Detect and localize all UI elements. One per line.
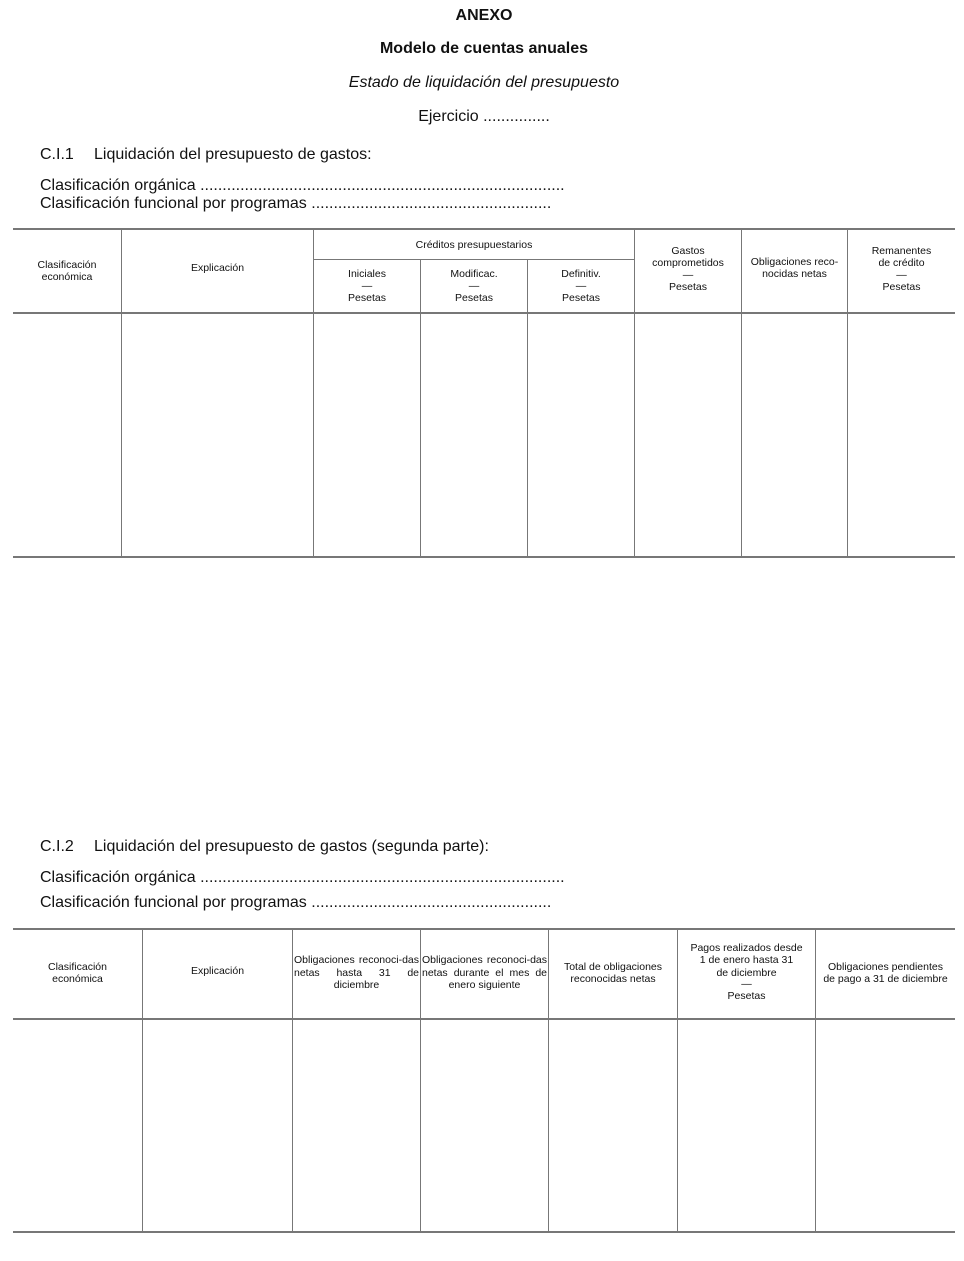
header-line: Remanentes [871, 244, 932, 257]
header-line: 1 de enero hasta 31 [699, 954, 794, 966]
section-2-field-organica: Clasificación orgánica .................................................................................. [40, 869, 565, 886]
header-unit: Pesetas [669, 280, 707, 293]
table-1-header-obligaciones [742, 230, 847, 306]
header-dash: — [741, 978, 752, 990]
header-dash: — [575, 279, 587, 292]
table-2-header-oblig-enero [421, 931, 548, 1015]
header-unit: Pesetas [727, 990, 766, 1002]
header-line: económica [52, 973, 103, 985]
header-dash: — [361, 279, 373, 292]
header-line: reconocidas netas [570, 973, 656, 985]
header-unit: Pesetas [882, 280, 921, 293]
statement-subtitle: Estado de liquidación del presupuesto [348, 74, 620, 91]
header-line: Definitiv. [561, 268, 601, 280]
header-dash: — [468, 279, 480, 292]
table-1-header-creditos [314, 232, 634, 258]
header-line: Obligaciones reconoci-das netas durante el mes de enero siguiente [422, 954, 547, 992]
section-2-code: C.I.2 [40, 838, 74, 855]
model-title: Modelo de cuentas anuales [379, 40, 589, 57]
table-2-bottom-border [13, 1231, 955, 1233]
section-2-title: Liquidación del presupuesto de gastos (segunda parte): [94, 838, 489, 855]
header-line: Obligaciones reconoci-das netas hasta 31 de diciembre [294, 954, 419, 992]
header-dash: — [682, 268, 694, 281]
annex-title: ANEXO [455, 7, 513, 24]
table-1-group-divider [313, 259, 634, 260]
section-1-field-organica: Clasificación orgánica .................................................................................. [40, 177, 565, 194]
section-1-title: Liquidación del presupuesto de gastos: [94, 146, 372, 163]
table-1-bottom-border [13, 556, 955, 558]
section-1-code: C.I.1 [40, 146, 74, 163]
fiscal-year-line: Ejercicio ............... [418, 108, 550, 125]
section-1-field-funcional: Clasificación funcional por programas ...................................................... [40, 195, 552, 212]
header-line: de crédito [878, 257, 925, 270]
table-2-header-explicacion [143, 931, 292, 1011]
header-line: de diciembre [716, 966, 777, 979]
table-1-header-bottom-border [13, 312, 955, 314]
section-1-heading [40, 146, 372, 164]
table-1-header-clasificacion [13, 230, 121, 312]
table-2-header-pagos [678, 938, 815, 1006]
header-line: Total de obligaciones [563, 960, 663, 973]
table-1-header-modificac [421, 262, 527, 310]
section-2-heading [40, 838, 489, 856]
header-line: económica [41, 271, 93, 283]
header-line: nocidas netas [762, 268, 827, 280]
table-2-header-clasificacion [13, 931, 142, 1015]
header-line: Créditos presupuestarios [415, 238, 533, 251]
table-2-header-pendientes [816, 931, 955, 1015]
header-line: Modificac. [450, 268, 498, 280]
section-2-field-funcional: Clasificación funcional por programas ...................................................... [40, 894, 552, 911]
table-2-header-oblig-hasta [293, 931, 420, 1015]
header-line: Obligaciones pendientes [828, 960, 943, 973]
header-line: comprometidos [652, 257, 724, 270]
header-line: Clasificación [37, 258, 97, 271]
header-line: de pago a 31 de diciembre [823, 973, 948, 985]
header-line: Pagos realizados desde [690, 941, 803, 954]
header-line: Explicación [190, 964, 245, 977]
header-line: Explicación [190, 261, 245, 274]
table-2-top-border [13, 928, 955, 930]
header-line: Obligaciones reco- [750, 255, 839, 268]
table-2-header-total [549, 931, 677, 1015]
table-1-header-definitiv [528, 262, 634, 310]
header-unit: Pesetas [562, 291, 600, 304]
header-unit: Pesetas [455, 291, 493, 304]
header-unit: Pesetas [348, 291, 386, 304]
header-dash: — [896, 268, 907, 281]
table-1-header-iniciales [314, 262, 420, 310]
table-1-header-remanentes [848, 236, 955, 302]
header-line: Gastos [671, 244, 705, 257]
table-2-header-bottom-border [13, 1018, 955, 1020]
table-1-header-explicacion [122, 230, 313, 306]
header-line: Clasificación [48, 960, 107, 973]
header-line: Iniciales [348, 268, 386, 280]
table-1-header-gastos [635, 236, 741, 302]
